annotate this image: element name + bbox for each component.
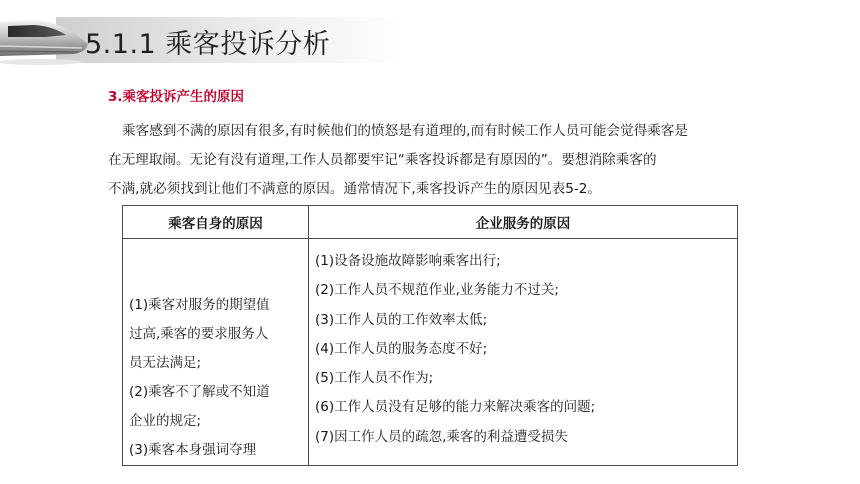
list-item: (6)工作人员没有足够的能力来解决乘客的问题; <box>315 399 596 416</box>
header-passenger-reasons: 乘客自身的原因 <box>123 206 309 239</box>
header <box>0 0 860 78</box>
list-item: (1)设备设施故障影响乘客出行; <box>315 253 501 269</box>
section-heading: 3.乘客投诉产生的原因 <box>108 89 245 105</box>
header-service-reasons: 企业服务的原因 <box>309 206 738 239</box>
paragraph-line: 不满,就必须找到让他们不满意的原因。通常情况下,乘客投诉产生的原因见表5-2。 <box>108 181 602 197</box>
passenger-reasons-cell <box>123 239 309 466</box>
list-item: 员无法满足; <box>129 355 202 371</box>
list-item: (2)工作人员不规范作业,业务能力不过关; <box>315 282 559 299</box>
bullet-train-icon <box>0 4 90 70</box>
intro-paragraph <box>108 117 798 204</box>
service-reasons-cell <box>309 239 738 466</box>
list-item: (7)因工作人员的疏忽,乘客的利益遭受损失 <box>315 428 568 445</box>
list-item: (5)工作人员不作为; <box>315 370 434 387</box>
paragraph-line: 在无理取闹。无论有没有道理,工作人员都要牢记“乘客投诉都是有原因的”。要想消除乘客的 <box>108 152 657 168</box>
list-item: (2)乘客不了解或不知道 <box>129 384 270 400</box>
list-item: (3)工作人员的工作效率太低; <box>315 311 488 328</box>
list-item: 企业的规定; <box>129 413 202 429</box>
list-item: (3)乘客本身强词夺理 <box>129 442 257 458</box>
complaint-reasons-table <box>122 205 738 466</box>
table-header-row <box>123 206 738 239</box>
list-item: 过高,乘客的要求服务人 <box>129 326 269 342</box>
list-item: (1)乘客对服务的期望值 <box>129 297 270 313</box>
paragraph-line: 乘客感到不满的原因有很多,有时候他们的愤怒是有道理的,而有时候工作人员可能会觉得乘客是 <box>122 123 688 139</box>
list-item: (4)工作人员的服务态度不好; <box>315 340 488 357</box>
table-row <box>123 239 738 466</box>
page-title: 5.1.1 乘客投诉分析 <box>85 29 331 60</box>
